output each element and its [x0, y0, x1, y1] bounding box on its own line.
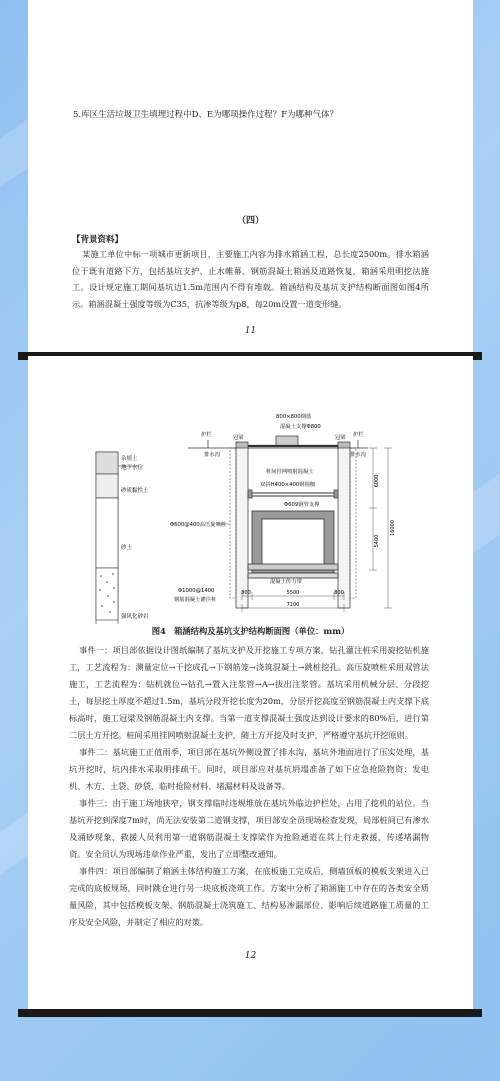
event-1-text: 事件一：项目部依据设计图纸编制了基坑支护及开挖施工专项方案，钻孔灌注桩采用旋挖钻机施工，工艺流程为：测量定位→干挖成孔→下钢筋笼→浇筑混凝土→跳桩挖孔。高压旋喷桩采用双管法施工，工艺流程为：钻机就位→钻孔→置入注浆管→A→拔出注浆管。基坑采用机械分层、分段挖土，每层挖土厚度不超过1.5m，基坑分段开挖长度为20m，分层开挖高度至钢筋混凝土内支撑下底标高时，施工冠梁及钢筋混凝土内支撑。当第一道支撑混凝土强度达到设计要求的80%后，进行第二层土方开挖。桩间采用挂网喷射混凝土支护，随土方开挖及时支护，严格遵守基坑开挖原则。: [69, 645, 429, 740]
soil-column: [96, 452, 138, 624]
event-3-text: 事件三：由于施工场地狭窄，钢支撑临时违规堆放在基坑外临边护栏处，占用了挖机的站位。当基坑开挖到深度7m时，尚无法安装第二道钢支撑，项目部安全员现场检查发现，局部桩间已有渗水及涌砂现象，救援人员利用第一道钢筋混凝土支撑梁作为抢险通道在其上行走救援，传递堵漏物资。安全员认为现场违章作业严重，发出了立即整改通知。: [69, 798, 429, 859]
label-jet-pile: Φ600@400高压旋喷桩: [170, 522, 227, 528]
dim-800-left: 800: [241, 590, 251, 596]
label-drain-right: 排水沟: [350, 452, 366, 458]
event-4-text: 事件四：项目部编制了箱涵主体结构施工方案，在底板施工完成后，侧墙顶板的模板支架进入已完成的底板规场，同时跳仓进行另一块底板浇筑工作。方案中分析了箱涵施工中存在的各类安全质量风险，其中包括模板支架、钢筋混凝土浇筑施工、结构易渗漏部位、影响后续道路施工质量的工序及安全风险，并制定了相应的对策。: [69, 866, 429, 927]
label-top-beam: 800×800钢筋: [276, 414, 312, 420]
label-top-strut: 混凝土支撑Φ800: [280, 424, 321, 430]
dim-6000: 6000: [374, 474, 380, 488]
label-bored-pile: Φ1000@1400: [178, 588, 215, 594]
label-weathered: 强风化砂岩: [121, 614, 149, 620]
label-silty-clay: 砂质黏性土: [121, 488, 149, 494]
page-12: [28, 356, 473, 1012]
page-divider-bar: [18, 1009, 482, 1017]
event-2-text: 事件二：基坑施工正值雨季，项目部在基坑外侧设置了排水沟，基坑外地面进行了压实处理，基坑开挖时，坑内排水采取明排疏干。同时，项目部应对基坑坍塌准备了如下应急抢险物资：发电机、木方、土袋、砂袋、临时抢险材料、堵漏材料及设备等。: [69, 747, 429, 791]
label-sand: 砂土: [121, 545, 133, 551]
dim-5400: 5400: [374, 534, 380, 548]
question-5: 5.库区生活垃圾卫生填埋过程中D、E为哪项操作过程？F为哪种气体？: [73, 110, 339, 120]
page-number: 11: [244, 326, 257, 336]
event-paragraph: [69, 642, 429, 744]
label-shotcrete: 桩间挂网喷射混凝土: [266, 469, 314, 475]
dim-5500: 5500: [286, 590, 300, 596]
dim-16000: 16000: [390, 520, 396, 536]
box-culvert: [248, 511, 338, 578]
label-fill: 杂填土: [121, 456, 138, 462]
label-bored-pile-2: 钢筋混凝土灌注桩: [174, 597, 217, 603]
label-railing-left: 护栏: [201, 432, 212, 438]
background-text: 某施工单位中标一项城市更新项目，主要施工内容为排水箱涵工程，总长度2500m。排水箱涵位于既有道路下方，包括基坑支护、止水帷幕、钢筋混凝土箱涵及道路恢复，箱涵采用明挖法施工。设计规定施工期间基坑边1.5m范围内不得有堆载。箱涵结构及基坑支护结构断面图如图4所示。箱涵混凝土强度等级为C35，抗渗等级为p8，每20m设置一道变形缝。: [72, 249, 429, 309]
section-title: （四）: [236, 216, 264, 226]
dim-800-right: 800: [334, 590, 344, 596]
background-label: 【背景资料】: [72, 235, 124, 245]
label-railing-right: 护栏: [353, 432, 364, 438]
label-waler: 双拼H400×400钢围檩: [260, 482, 316, 488]
label-transfer-belt: 混凝土传力带: [270, 579, 302, 585]
page-number: 12: [244, 951, 257, 961]
label-drain-left: 排水沟: [204, 452, 220, 458]
event-paragraph: [69, 863, 429, 931]
steel-strut: [248, 490, 338, 498]
page-11: [28, 0, 473, 352]
event-paragraph: [69, 744, 429, 795]
label-steel-strut: Φ609钢管支撑: [284, 502, 320, 508]
label-crown-left: 冠梁: [233, 435, 244, 441]
vertical-dimensions: [369, 448, 392, 608]
figure-caption: 图4 箱涵结构及基坑支护结构断面图（单位：mm）: [151, 626, 350, 636]
dim-7100: 7100: [286, 602, 300, 608]
events-block: [69, 642, 429, 931]
background-paragraph: [72, 246, 429, 312]
figure-4-diagram: [28, 356, 473, 624]
label-groundwater: 地下水位: [121, 465, 144, 471]
label-crown-right: 冠梁: [335, 435, 346, 441]
event-paragraph: [69, 795, 429, 863]
